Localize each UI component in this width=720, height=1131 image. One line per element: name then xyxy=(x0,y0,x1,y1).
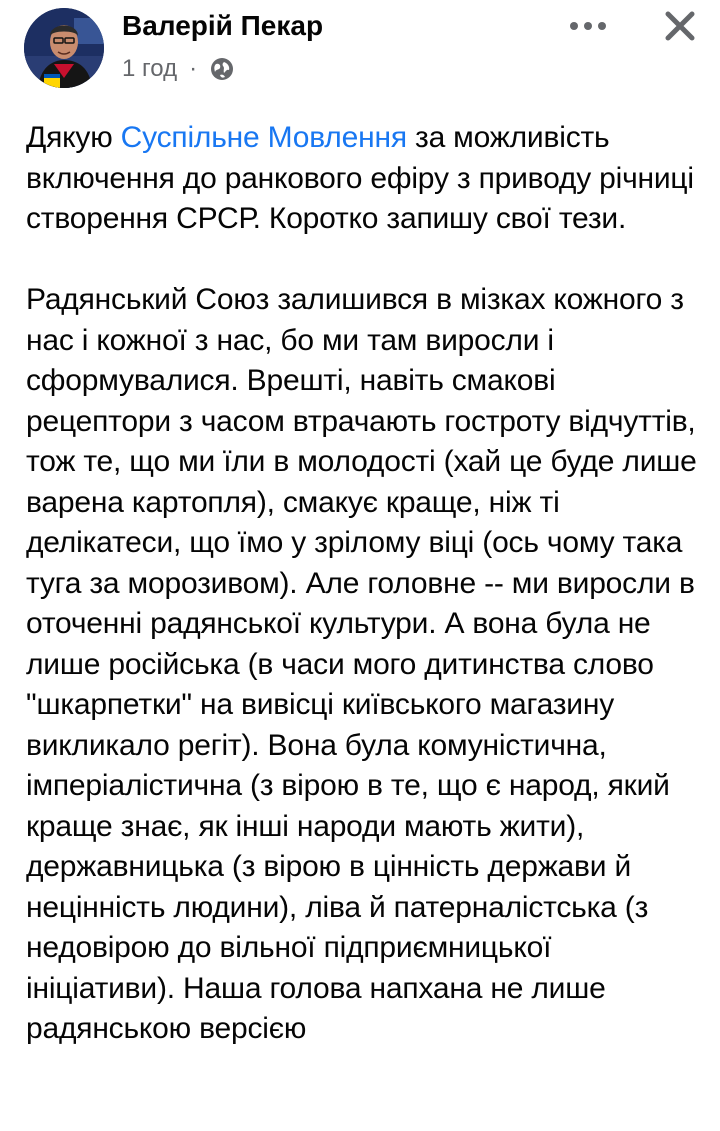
intro-text-before: Дякую xyxy=(26,121,121,154)
post-text xyxy=(26,118,706,1050)
paragraph-spacer xyxy=(26,240,706,281)
author-avatar[interactable] xyxy=(24,8,104,88)
avatar-image xyxy=(24,8,104,88)
author-name[interactable]: Валерій Пекар xyxy=(122,10,324,41)
globe-icon[interactable] xyxy=(209,56,235,82)
post-header xyxy=(0,0,720,100)
more-icon[interactable] xyxy=(568,18,608,34)
mention-link[interactable]: Суспільне Мовлення xyxy=(120,121,407,154)
close-icon[interactable] xyxy=(660,6,700,46)
intro-text-after: за можливість включення до ранкового ефіру з приводу річниці створення СРСР. Коротко запишу свої тези. xyxy=(26,121,694,235)
post-paragraph-main: Радянський Союз залишився в мізках кожного з нас і кожної з нас, бо ми там виросли і сформувалися. Врешті, навіть смакові рецептори з часом втрачають гостроту відчуттів, тож те, що ми їли в молодості (хай це буде лише варена картопля), смакує краще, ніж ті делікатеси, що їмо у зрілому віці (ось чому така туга за морозивом). Але головне -- ми виросли в оточенні радянської культури. А вона була не лише російська (в часи мого дитинства слово "шкарпетки" на вивісці київського магазину викликало регіт). Вона була комуністична, імперіалістична (з вірою в те, що є народ, який краще знає, як інші народи мають жити), державницька (з вірою в цінність держави й нецінність людини), ліва й патерналістська (з недовірою до вільної підприємницької ініціативи). Наша голова напхана не лише радянською версією xyxy=(26,283,697,1045)
meta-separator: · xyxy=(189,55,198,82)
post-time[interactable]: 1 год xyxy=(122,55,178,82)
post-paragraph-intro xyxy=(26,118,706,240)
post-meta xyxy=(122,54,235,84)
